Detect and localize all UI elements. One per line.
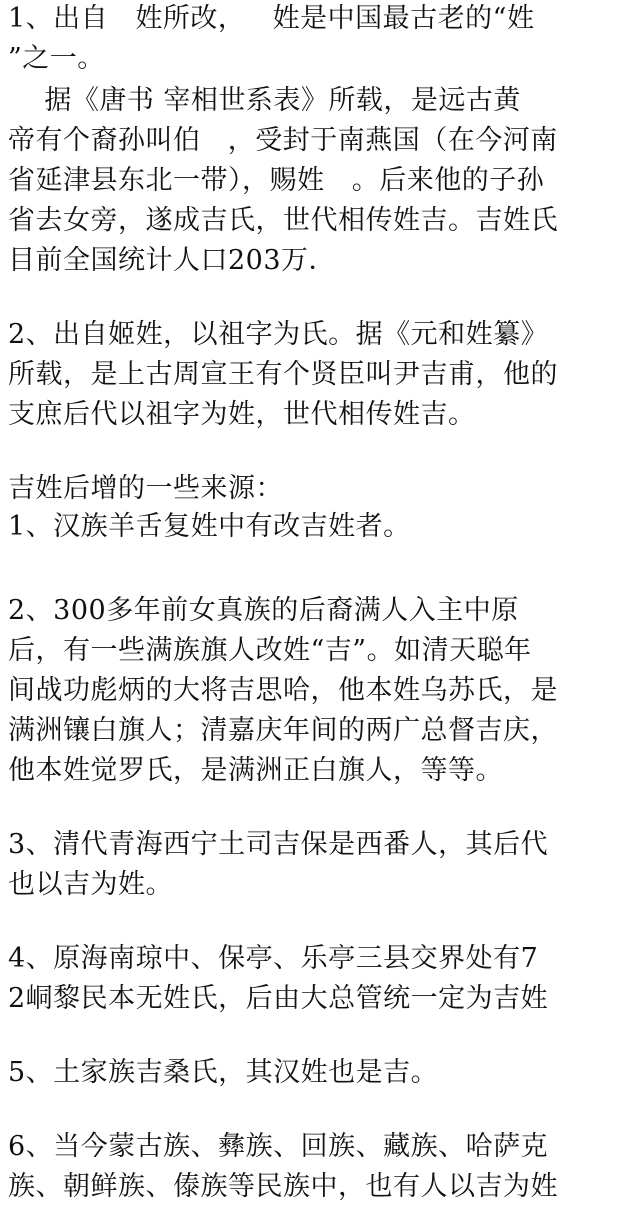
text-line: 6、当今蒙古族、彝族、回族、藏族、哈萨克: [8, 1131, 549, 1162]
text-line: 4、原海南琼中、保亭、乐亭三县交界处有7: [8, 943, 539, 974]
text-line: 据《唐书 宰相世系表》所载，是远古黄: [8, 85, 521, 116]
text-line: 省延津县东北一带），赐姓 。后来他的子孙: [8, 165, 545, 196]
text-line: 省去女旁，遂成吉氏，世代相传姓吉。吉姓氏: [8, 205, 558, 236]
text-line: 1、出自 姓所改， 姓是中国最古老的“姓: [8, 3, 535, 34]
text-line: 3、清代青海西宁土司吉保是西番人，其后代: [8, 829, 549, 860]
text-line: 目前全国统计人口203万．: [8, 245, 337, 276]
text-line: 2、300多年前女真族的后裔满人入主中原: [8, 595, 519, 626]
text-line: 支庶后代以祖字为姓，世代相传姓吉。: [8, 399, 476, 430]
text-line: 间战功彪炳的大将吉思哈，他本姓乌苏氏，是: [8, 675, 558, 706]
text-line: 所载，是上古周宣王有个贤臣叫尹吉甫，他的: [8, 359, 558, 390]
text-line: 也以吉为姓。: [8, 869, 173, 900]
text-line: 他本姓觉罗氏，是满洲正白旗人，等等。: [8, 755, 503, 786]
text-line: 吉姓后增的一些来源：: [8, 473, 283, 504]
text-line: 5、土家族吉桑氏，其汉姓也是吉。: [8, 1057, 439, 1088]
text-line: 2、出自姬姓，以祖字为氏。据《元和姓纂》: [8, 319, 549, 350]
text-line: 帝有个裔孙叫伯 ，受封于南燕国（在今河南: [8, 125, 558, 156]
text-line: 2峒黎民本无姓氏，后由大总管统一定为吉姓: [8, 983, 549, 1014]
text-line: 1、汉族羊舌复姓中有改吉姓者。: [8, 511, 411, 542]
text-line: 后，有一些满族旗人改姓“吉”。如清天聪年: [8, 635, 532, 666]
text-line: ”之一。: [8, 43, 105, 74]
text-line: 族、朝鲜族、傣族等民族中，也有人以吉为姓: [8, 1171, 558, 1202]
text-line: 满洲镶白旗人；清嘉庆年间的两广总督吉庆，: [8, 715, 558, 746]
